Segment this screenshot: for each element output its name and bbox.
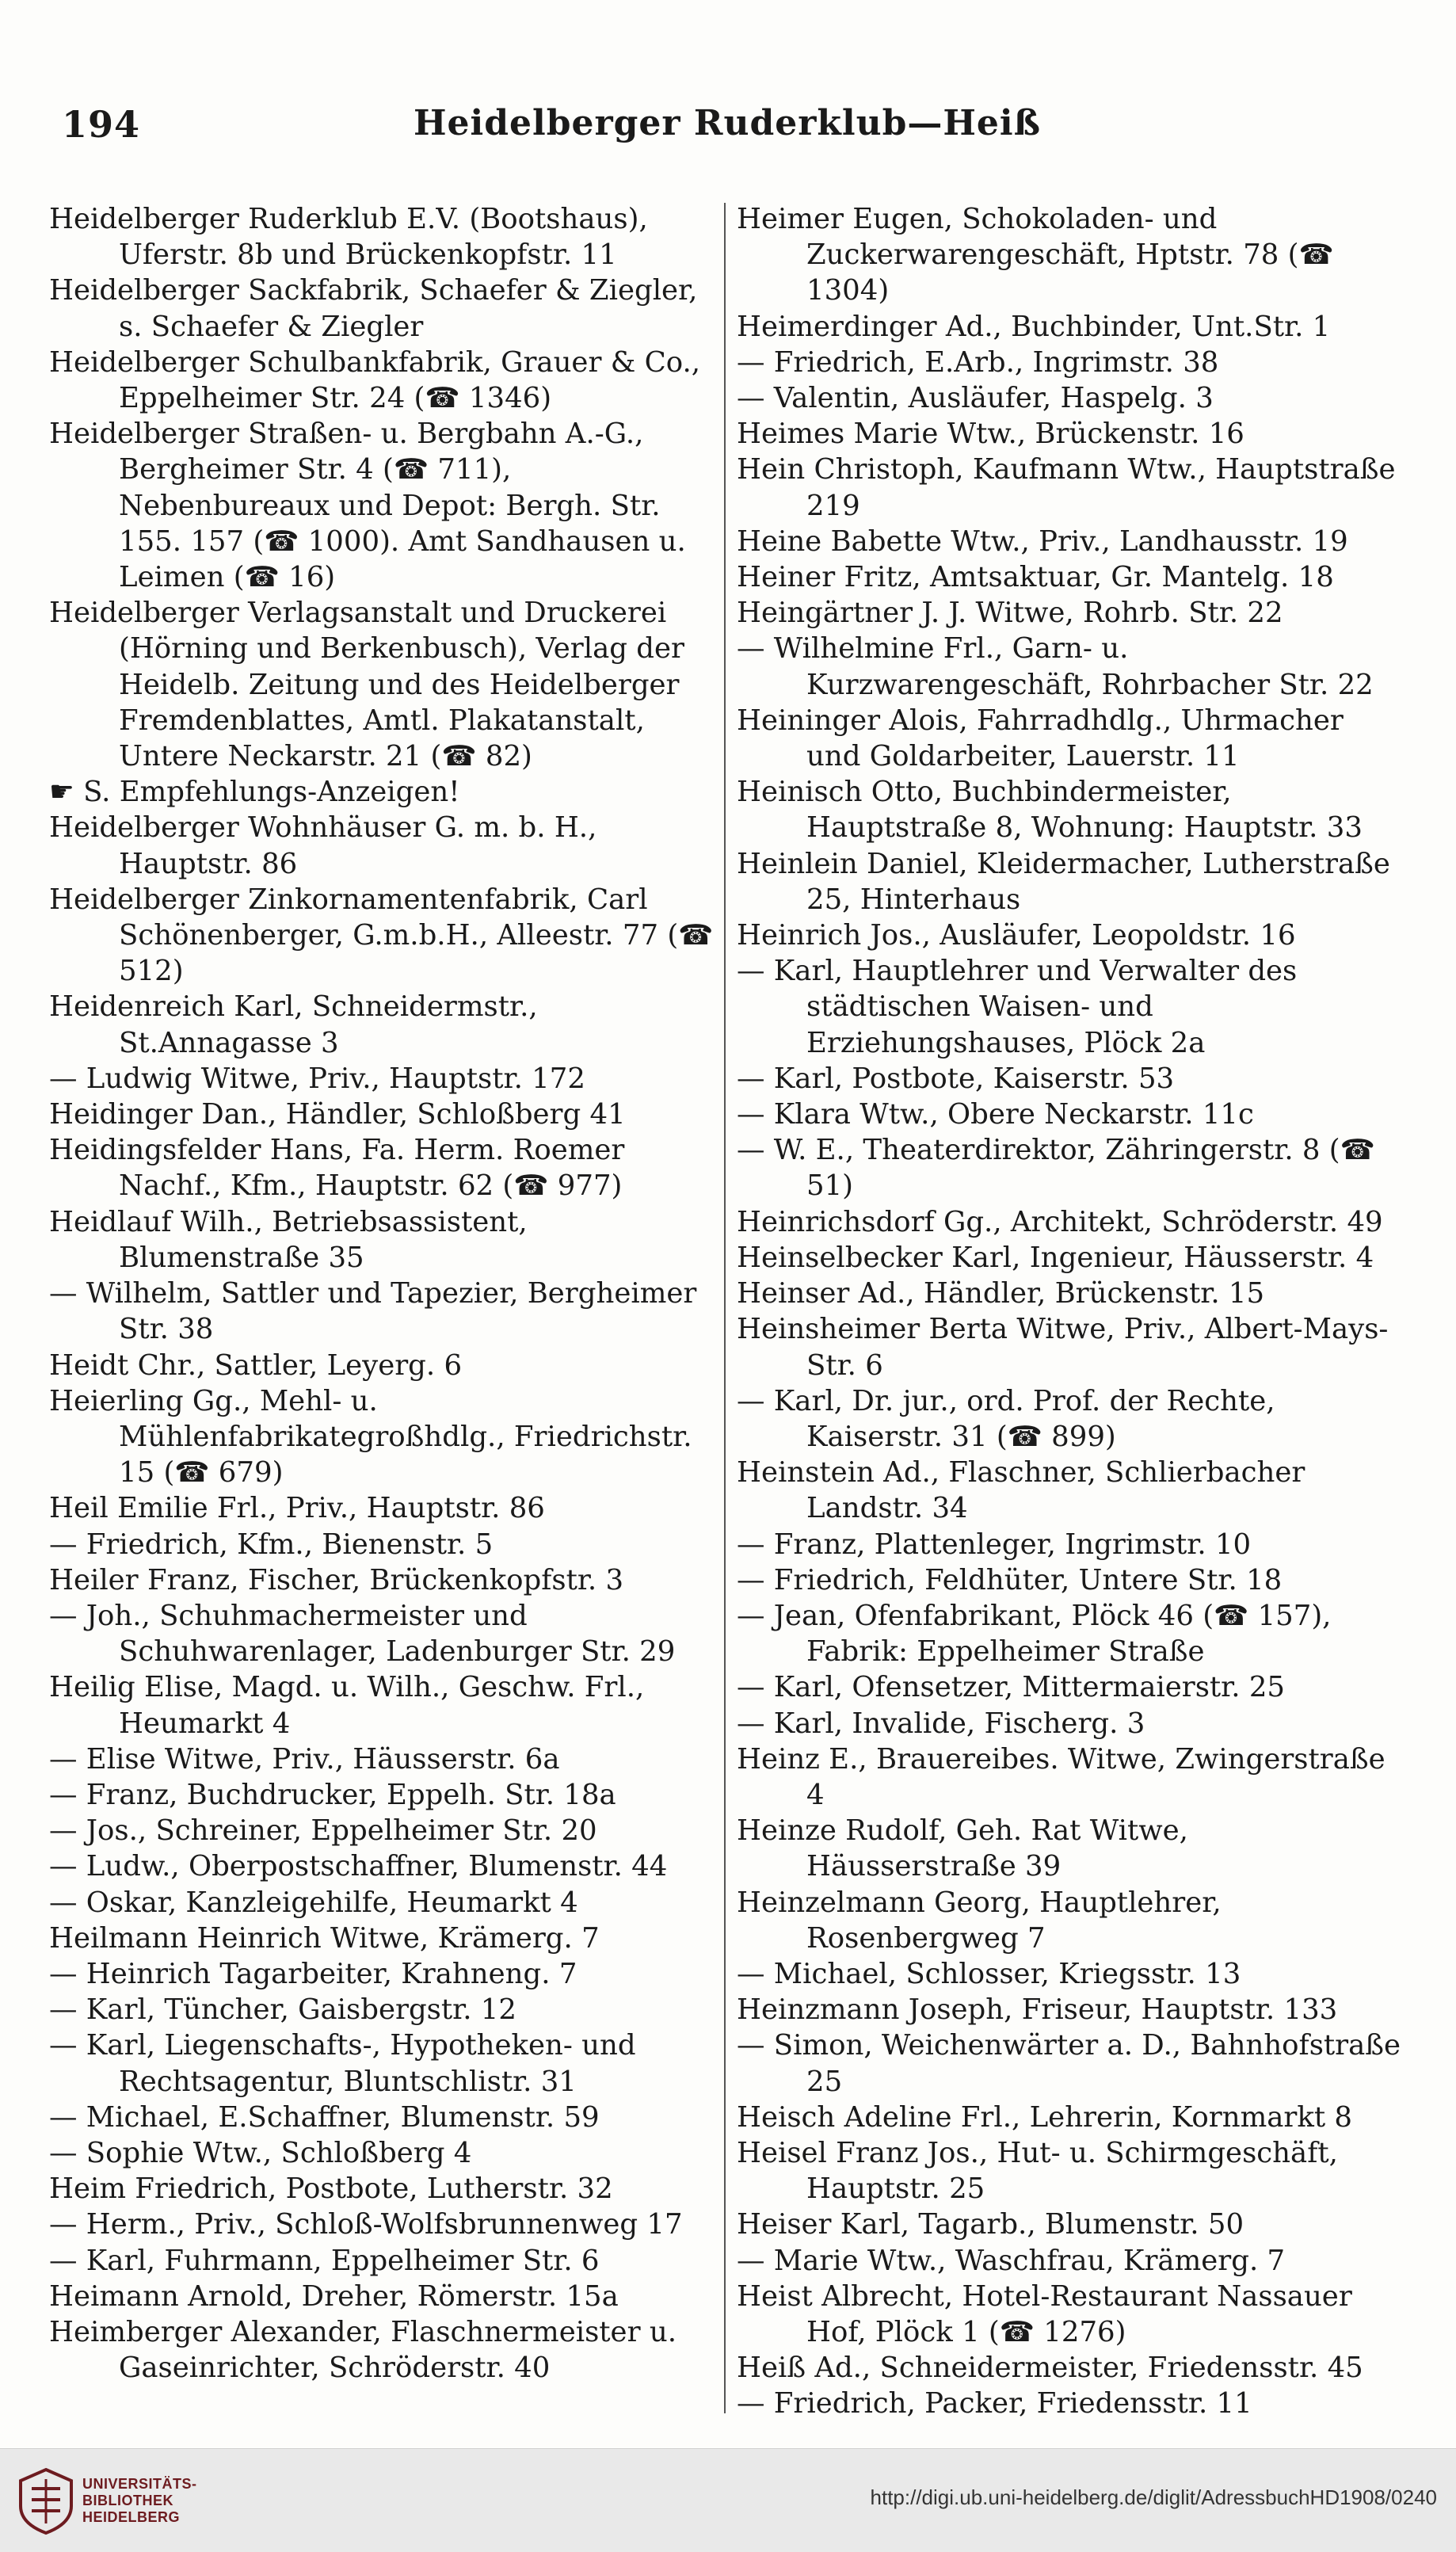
library-logo[interactable] [16,2465,238,2536]
directory-entry: Heim Friedrich, Postbote, Lutherstr. 32 [49,2172,613,2206]
directory-entry: — Valentin, Ausläufer, Haspelg. 3 [737,382,1214,415]
library-logo-text [82,2476,197,2526]
directory-entry: Heil Emilie Frl., Priv., Hauptstr. 86 [49,1492,545,1525]
directory-entry: Heidelberger Wohnhäuser G. m. b. H., Hauptstr. 86 [49,811,597,880]
column-divider [724,203,726,2413]
directory-entry: — Karl, Dr. jur., ord. Prof. der Rechte, Kaiserstr. 31 (☎ 899) [737,1384,1275,1453]
directory-entry: Heinrichsdorf Gg., Architekt, Schröderstr. 49 [737,1205,1383,1238]
directory-entry: — Simon, Weichenwärter a. D., Bahnhofstraße 25 [737,2029,1401,2098]
directory-entry: Heidingsfelder Hans, Fa. Herm. Roemer Nachf., Kfm., Hauptstr. 62 (☎ 977) [49,1134,625,1203]
directory-entry: — Karl, Liegenschafts-, Hypotheken- und Rechtsagentur, Bluntschlistr. 31 [49,2029,636,2098]
directory-entry: Heinrich Jos., Ausläufer, Leopoldstr. 16 [737,919,1296,952]
directory-entry: Heiß Ad., Schneidermeister, Friedensstr. 45 [737,2352,1363,2385]
directory-entry: — Friedrich, Packer, Friedensstr. 11 [737,2387,1252,2420]
directory-entry: Heidelberger Straßen- u. Bergbahn A.-G., Bergheimer Str. 4 (☎ 711), Nebenbureaux und Depot: Bergh. Str. 155. 157 (☎ 1000). Amt Sandhausen u. Leimen (☎ 16) [49,418,686,594]
source-url-link[interactable]: http://digi.ub.uni-heidelberg.de/diglit/AdressbuchHD1908/0240 [870,2485,1437,2509]
directory-entry: — Michael, Schlosser, Kriegsstr. 13 [737,1957,1241,1990]
logo-line: HEIDELBERG [82,2509,181,2525]
directory-entry: — Ludwig Witwe, Priv., Hauptstr. 172 [49,1062,585,1095]
directory-entry: Heist Albrecht, Hotel-Restaurant Nassauer Hof, Plöck 1 (☎ 1276) [737,2279,1352,2348]
directory-entry: — Klara Wtw., Obere Neckarstr. 11c [737,1098,1254,1131]
page-number: 194 [62,103,141,146]
directory-entry: Heinzelmann Georg, Hauptlehrer, Rosenbergweg 7 [737,1886,1222,1955]
directory-entry: Heiner Fritz, Amtsaktuar, Gr. Mantelg. 18 [737,561,1334,594]
directory-entry: Heinlein Daniel, Kleidermacher, Lutherstraße 25, Hinterhaus [737,847,1390,916]
directory-entry: — Heinrich Tagarbeiter, Krahneng. 7 [49,1957,577,1990]
directory-entry: — Friedrich, Feldhüter, Untere Str. 18 [737,1563,1283,1596]
directory-entry: Heinsheimer Berta Witwe, Priv., Albert-Mays-Str. 6 [737,1313,1389,1382]
directory-entry: Heidenreich Karl, Schneidermstr., St.Annagasse 3 [49,990,538,1059]
directory-entry: — Ludw., Oberpostschaffner, Blumenstr. 44 [49,1850,668,1883]
directory-entry: Heinz E., Brauereibes. Witwe, Zwingerstraße 4 [737,1742,1385,1811]
directory-entry: — Michael, E.Schaffner, Blumenstr. 59 [49,2100,600,2134]
logo-line: BIBLIOTHEK [82,2493,173,2508]
logo-line: UNIVERSITÄTS- [82,2476,197,2492]
directory-entry: — Marie Wtw., Waschfrau, Krämerg. 7 [737,2244,1286,2277]
directory-entry: Hein Christoph, Kaufmann Wtw., Hauptstraße 219 [737,453,1396,522]
right-column [737,201,1402,2422]
page-header [62,103,1393,158]
directory-entry: Heinze Rudolf, Geh. Rat Witwe, Häusserstraße 39 [737,1814,1188,1883]
directory-entry: Heidt Chr., Sattler, Leyerg. 6 [49,1348,463,1382]
directory-entry: Heidelberger Schulbankfabrik, Grauer & Co., Eppelheimer Str. 24 (☎ 1346) [49,345,701,415]
directory-entry: — Joh., Schuhmachermeister und Schuhwarenlager, Ladenburger Str. 29 [49,1599,676,1669]
directory-entry: Heimes Marie Wtw., Brückenstr. 16 [737,418,1244,451]
directory-entry: — Franz, Plattenleger, Ingrimstr. 10 [737,1528,1252,1561]
directory-entry: Heidelberger Ruderklub E.V. (Bootshaus), Uferstr. 8b und Brückenkopfstr. 11 [49,203,648,272]
directory-entry: Heierling Gg., Mehl- u. Mühlenfabrikategroßhdlg., Friedrichstr. 15 (☎ 679) [49,1384,692,1490]
directory-entry: — Karl, Fuhrmann, Eppelheimer Str. 6 [49,2244,600,2277]
directory-entry: — W. E., Theaterdirektor, Zähringerstr. 8 (☎ 51) [737,1134,1375,1203]
directory-entry: — Jos., Schreiner, Eppelheimer Str. 20 [49,1814,597,1848]
directory-entry: Heisel Franz Jos., Hut- u. Schirmgeschäft, Hauptstr. 25 [737,2136,1338,2206]
directory-entry: ☛ S. Empfehlungs-Anzeigen! [49,776,460,809]
left-column [49,201,715,2386]
directory-entry: Heinstein Ad., Flaschner, Schlierbacher Landstr. 34 [737,1456,1305,1525]
directory-entry: Heinisch Otto, Buchbindermeister, Hauptstraße 8, Wohnung: Hauptstr. 33 [737,776,1363,845]
directory-entry: — Wilhelmine Frl., Garn- u. Kurzwarengeschäft, Rohrbacher Str. 22 [737,632,1374,701]
directory-entry: Heinzmann Joseph, Friseur, Hauptstr. 133 [737,1993,1338,2027]
directory-entry: Heilig Elise, Magd. u. Wilh., Geschw. Frl., Heumarkt 4 [49,1671,645,1740]
directory-entry: Heidelberger Verlagsanstalt und Druckerei (Hörning und Berkenbusch), Verlag der Heidelb. Zeitung und des Heidelberger Fremdenblattes, Amtl. Plakatanstalt, Untere Neckarstr. 21 (☎ 82) [49,597,684,773]
directory-entry: — Jean, Ofenfabrikant, Plöck 46 (☎ 157), Fabrik: Eppelheimer Straße [737,1599,1332,1669]
directory-entry: — Elise Witwe, Priv., Häusserstr. 6a [49,1742,560,1776]
directory-entry: Heininger Alois, Fahrradhdlg., Uhrmacher und Goldarbeiter, Lauerstr. 11 [737,704,1344,773]
directory-entry: Heidelberger Sackfabrik, Schaefer & Ziegler, s. Schaefer & Ziegler [49,274,698,343]
directory-entry: Heiser Karl, Tagarb., Blumenstr. 50 [737,2208,1244,2241]
directory-entry: — Oskar, Kanzleigehilfe, Heumarkt 4 [49,1886,578,1919]
directory-entry: Heimann Arnold, Dreher, Römerstr. 15a [49,2279,619,2313]
directory-entry: — Karl, Invalide, Fischerg. 3 [737,1707,1145,1740]
directory-entry: — Karl, Ofensetzer, Mittermaierstr. 25 [737,1671,1285,1704]
directory-entry: Heidelberger Zinkornamentenfabrik, Carl Schönenberger, G.m.b.H., Alleestr. 77 (☎ 512) [49,883,714,988]
directory-entry: Heilmann Heinrich Witwe, Krämerg. 7 [49,1921,600,1955]
directory-entry: Heinser Ad., Händler, Brückenstr. 15 [737,1277,1265,1310]
directory-entry: — Sophie Wtw., Schloßberg 4 [49,2136,472,2169]
directory-entry: Heingärtner J. J. Witwe, Rohrb. Str. 22 [737,597,1283,630]
directory-entry: — Friedrich, E.Arb., Ingrimstr. 38 [737,345,1219,379]
running-head: Heidelberger Ruderklub—Heiß [413,103,1042,143]
directory-entry: Heimberger Alexander, Flaschnermeister u. Gaseinrichter, Schröderstr. 40 [49,2315,677,2385]
ub-heidelberg-logo-icon [16,2465,76,2536]
directory-entry: Heidlauf Wilh., Betriebsassistent, Blumenstraße 35 [49,1205,528,1274]
directory-entry: Heiler Franz, Fischer, Brückenkopfstr. 3 [49,1563,624,1596]
viewer-footer [0,2448,1456,2552]
directory-entry: — Franz, Buchdrucker, Eppelh. Str. 18a [49,1778,616,1811]
directory-entry: — Friedrich, Kfm., Bienenstr. 5 [49,1528,494,1561]
directory-entry: Heinselbecker Karl, Ingenieur, Häusserstr. 4 [737,1241,1374,1274]
directory-entry: Heimerdinger Ad., Buchbinder, Unt.Str. 1 [737,310,1331,343]
directory-entry: — Herm., Priv., Schloß-Wolfsbrunnenweg 17 [49,2208,683,2241]
directory-entry: Heimer Eugen, Schokoladen- und Zuckerwarengeschäft, Hptstr. 78 (☎ 1304) [737,203,1334,307]
directory-entry: Heisch Adeline Frl., Lehrerin, Kornmarkt 8 [737,2100,1353,2134]
directory-entry: — Karl, Postbote, Kaiserstr. 53 [737,1062,1175,1095]
directory-entry: — Karl, Tüncher, Gaisbergstr. 12 [49,1993,516,2027]
directory-entry: Heidinger Dan., Händler, Schloßberg 41 [49,1098,626,1131]
directory-entry: Heine Babette Wtw., Priv., Landhausstr. 19 [737,525,1348,558]
directory-entry: — Karl, Hauptlehrer und Verwalter des städtischen Waisen- und Erziehungshauses, Plöck 2a [737,955,1298,1059]
directory-entry: — Wilhelm, Sattler und Tapezier, Bergheimer Str. 38 [49,1277,697,1346]
